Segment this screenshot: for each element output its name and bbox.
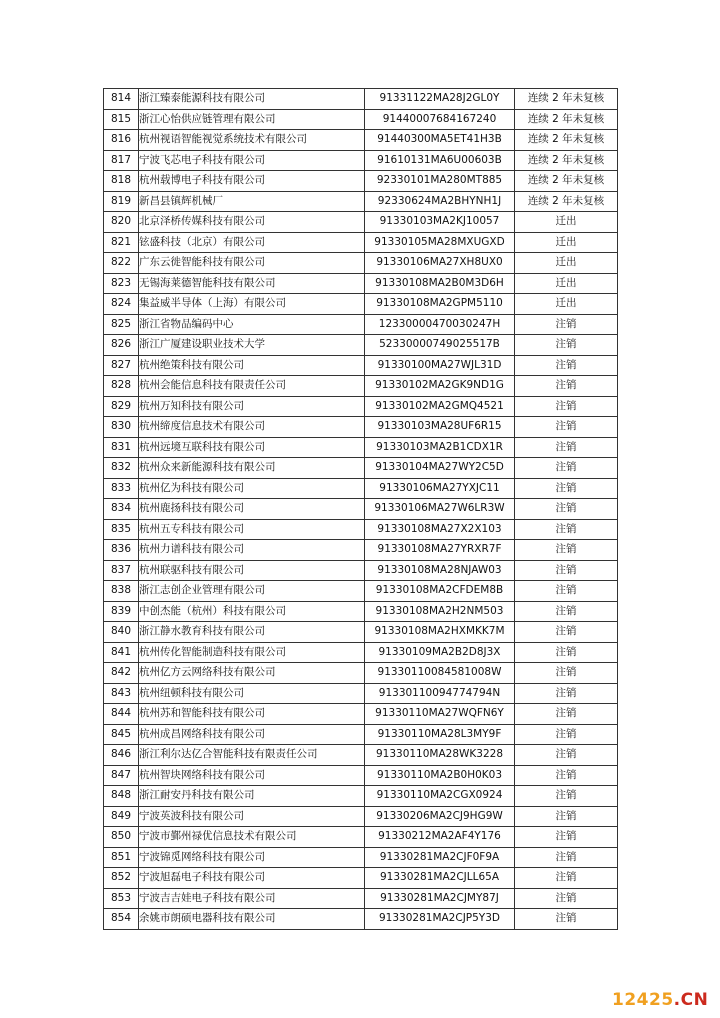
- credit-code: 91330110MA2B0H0K03: [365, 765, 515, 786]
- status-label: 注销: [515, 642, 618, 663]
- table-row: [104, 109, 618, 130]
- credit-code: 52330000749025517B: [365, 335, 515, 356]
- table-row: [104, 765, 618, 786]
- row-number: 818: [104, 171, 139, 192]
- row-number: 824: [104, 294, 139, 315]
- status-label: 迁出: [515, 212, 618, 233]
- row-number: 844: [104, 704, 139, 725]
- table-row: [104, 499, 618, 520]
- row-number: 814: [104, 89, 139, 110]
- credit-code: 91331122MA28J2GL0Y: [365, 89, 515, 110]
- table-row: [104, 745, 618, 766]
- status-label: 注销: [515, 355, 618, 376]
- credit-code: 91330281MA2CJLL65A: [365, 868, 515, 889]
- status-label: 注销: [515, 376, 618, 397]
- credit-code: 91330105MA28MXUGXD: [365, 232, 515, 253]
- status-label: 注销: [515, 601, 618, 622]
- company-name: 宁波吉吉娃电子科技有限公司: [139, 888, 365, 909]
- company-name: 杭州绝策科技有限公司: [139, 355, 365, 376]
- status-label: 注销: [515, 786, 618, 807]
- credit-code: 91330102MA2GK9ND1G: [365, 376, 515, 397]
- company-name: 浙江心怡供应链管理有限公司: [139, 109, 365, 130]
- credit-code: 91330100MA27WJL31D: [365, 355, 515, 376]
- company-name: 宁波英波科技有限公司: [139, 806, 365, 827]
- company-name: 浙江省物品编码中心: [139, 314, 365, 335]
- company-name: 无锡海莱德智能科技有限公司: [139, 273, 365, 294]
- status-label: 注销: [515, 437, 618, 458]
- watermark-suffix: CN: [680, 990, 709, 1010]
- row-number: 848: [104, 786, 139, 807]
- status-label: 注销: [515, 683, 618, 704]
- credit-code: 91330108MA27YRXR7F: [365, 540, 515, 561]
- company-name: 杭州联驱科技有限公司: [139, 560, 365, 581]
- status-label: 注销: [515, 765, 618, 786]
- company-name: 杭州亿为科技有限公司: [139, 478, 365, 499]
- row-number: 837: [104, 560, 139, 581]
- company-name: 杭州传化智能制造科技有限公司: [139, 642, 365, 663]
- status-label: 注销: [515, 827, 618, 848]
- status-label: 注销: [515, 478, 618, 499]
- credit-code: 91330102MA2GMQ4521: [365, 396, 515, 417]
- status-label: 注销: [515, 314, 618, 335]
- credit-code: 92330101MA280MT885: [365, 171, 515, 192]
- watermark-dot: .: [673, 990, 681, 1010]
- credit-code: 91610131MA6U00603B: [365, 150, 515, 171]
- row-number: 840: [104, 622, 139, 643]
- row-number: 834: [104, 499, 139, 520]
- row-number: 827: [104, 355, 139, 376]
- status-label: 注销: [515, 847, 618, 868]
- credit-code: 12330000470030247H: [365, 314, 515, 335]
- company-name: 广东云徙智能科技有限公司: [139, 253, 365, 274]
- company-name: 杭州力谱科技有限公司: [139, 540, 365, 561]
- status-label: 迁出: [515, 232, 618, 253]
- row-number: 825: [104, 314, 139, 335]
- row-number: 828: [104, 376, 139, 397]
- credit-code: 91330108MA2HXMKK7M: [365, 622, 515, 643]
- credit-code: 91330110MA2CGX0924: [365, 786, 515, 807]
- company-name: 集益威半导体（上海）有限公司: [139, 294, 365, 315]
- credit-code: 91330281MA2CJMY87J: [365, 888, 515, 909]
- company-name: 宁波旭磊电子科技有限公司: [139, 868, 365, 889]
- status-label: 注销: [515, 745, 618, 766]
- table-row: [104, 89, 618, 110]
- row-number: 820: [104, 212, 139, 233]
- status-label: 注销: [515, 806, 618, 827]
- table-row: [104, 786, 618, 807]
- company-name: 浙江静水教育科技有限公司: [139, 622, 365, 643]
- credit-code: 91440007684167240: [365, 109, 515, 130]
- row-number: 838: [104, 581, 139, 602]
- status-label: 注销: [515, 724, 618, 745]
- company-name: 杭州苏和智能科技有限公司: [139, 704, 365, 725]
- row-number: 819: [104, 191, 139, 212]
- row-number: 821: [104, 232, 139, 253]
- status-label: 注销: [515, 335, 618, 356]
- credit-code: 92330624MA2BHYNH1J: [365, 191, 515, 212]
- status-label: 注销: [515, 663, 618, 684]
- table-row: [104, 806, 618, 827]
- company-name: 杭州众来新能源科技有限公司: [139, 458, 365, 479]
- table-row: [104, 601, 618, 622]
- table-row: [104, 642, 618, 663]
- table-row: [104, 519, 618, 540]
- watermark-number: 12425: [612, 990, 674, 1010]
- row-number: 833: [104, 478, 139, 499]
- company-name: 杭州五专科技有限公司: [139, 519, 365, 540]
- table-body: [104, 89, 618, 930]
- credit-code: 91330281MA2CJF0F9A: [365, 847, 515, 868]
- table-row: [104, 253, 618, 274]
- status-label: 注销: [515, 396, 618, 417]
- row-number: 852: [104, 868, 139, 889]
- row-number: 845: [104, 724, 139, 745]
- company-name: 宁波市鄞州禄优信息技术有限公司: [139, 827, 365, 848]
- credit-code: 91330281MA2CJP5Y3D: [365, 909, 515, 930]
- company-name: 杭州纽顿科技有限公司: [139, 683, 365, 704]
- row-number: 835: [104, 519, 139, 540]
- company-name: 宁波飞芯电子科技有限公司: [139, 150, 365, 171]
- credit-code: 91330103MA28UF6R15: [365, 417, 515, 438]
- credit-code: 91330106MA27W6LR3W: [365, 499, 515, 520]
- table-row: [104, 335, 618, 356]
- table-row: [104, 396, 618, 417]
- table-row: [104, 724, 618, 745]
- status-label: 迁出: [515, 253, 618, 274]
- table-row: [104, 232, 618, 253]
- table-row: [104, 355, 618, 376]
- table-row: [104, 847, 618, 868]
- table-row: [104, 314, 618, 335]
- company-name: 浙江耐安丹科技有限公司: [139, 786, 365, 807]
- status-label: 注销: [515, 704, 618, 725]
- table-row: [104, 437, 618, 458]
- table-row: [104, 376, 618, 397]
- table-row: [104, 273, 618, 294]
- table-row: [104, 212, 618, 233]
- row-number: 815: [104, 109, 139, 130]
- credit-code: 91330108MA2GPM5110: [365, 294, 515, 315]
- row-number: 851: [104, 847, 139, 868]
- company-name: 浙江利尔达亿合智能科技有限责任公司: [139, 745, 365, 766]
- row-number: 836: [104, 540, 139, 561]
- row-number: 829: [104, 396, 139, 417]
- credit-code: 91330110084581008W: [365, 663, 515, 684]
- company-name: 杭州成昌网络科技有限公司: [139, 724, 365, 745]
- row-number: 823: [104, 273, 139, 294]
- row-number: 817: [104, 150, 139, 171]
- credit-code: 91330108MA2H2NM503: [365, 601, 515, 622]
- row-number: 826: [104, 335, 139, 356]
- credit-code: 91330104MA27WY2C5D: [365, 458, 515, 479]
- table-row: [104, 478, 618, 499]
- credit-code: 91330108MA2B0M3D6H: [365, 273, 515, 294]
- status-label: 迁出: [515, 294, 618, 315]
- company-name: 杭州智块网络科技有限公司: [139, 765, 365, 786]
- credit-code: 91330110MA28WK3228: [365, 745, 515, 766]
- credit-code: 91330103MA2KJ10057: [365, 212, 515, 233]
- table-row: [104, 704, 618, 725]
- status-label: 注销: [515, 560, 618, 581]
- row-number: 822: [104, 253, 139, 274]
- credit-code: 91330110MA27WQFN6Y: [365, 704, 515, 725]
- company-status-table: [103, 88, 618, 930]
- status-label: 注销: [515, 622, 618, 643]
- table-row: [104, 150, 618, 171]
- status-label: 连续 2 年未复核: [515, 150, 618, 171]
- company-name: 铉盛科技（北京）有限公司: [139, 232, 365, 253]
- table-row: [104, 294, 618, 315]
- table-row: [104, 909, 618, 930]
- status-label: 连续 2 年未复核: [515, 171, 618, 192]
- table-row: [104, 663, 618, 684]
- company-name: 杭州远境互联科技有限公司: [139, 437, 365, 458]
- row-number: 847: [104, 765, 139, 786]
- status-label: 连续 2 年未复核: [515, 191, 618, 212]
- company-name: 杭州载博电子科技有限公司: [139, 171, 365, 192]
- credit-code: 91330106MA27XH8UX0: [365, 253, 515, 274]
- credit-code: 91330212MA2AF4Y176: [365, 827, 515, 848]
- table-row: [104, 622, 618, 643]
- table-row: [104, 888, 618, 909]
- status-label: 注销: [515, 581, 618, 602]
- company-name: 新昌县镇辉机械厂: [139, 191, 365, 212]
- table-row: [104, 458, 618, 479]
- company-name: 杭州亿方云网络科技有限公司: [139, 663, 365, 684]
- credit-code: 91330103MA2B1CDX1R: [365, 437, 515, 458]
- status-label: 注销: [515, 868, 618, 889]
- company-name: 杭州鹿扬科技有限公司: [139, 499, 365, 520]
- company-name: 浙江志创企业管理有限公司: [139, 581, 365, 602]
- table-row: [104, 130, 618, 151]
- credit-code: 91330108MA27X2X103: [365, 519, 515, 540]
- status-label: 注销: [515, 888, 618, 909]
- table-row: [104, 560, 618, 581]
- row-number: 816: [104, 130, 139, 151]
- table-row: [104, 540, 618, 561]
- company-name: 中创杰能（杭州）科技有限公司: [139, 601, 365, 622]
- credit-code: 91330110MA28L3MY9F: [365, 724, 515, 745]
- table-row: [104, 171, 618, 192]
- credit-code: 91330206MA2CJ9HG9W: [365, 806, 515, 827]
- table-row: [104, 868, 618, 889]
- status-label: 连续 2 年未复核: [515, 89, 618, 110]
- company-name: 北京泽桥传媒科技有限公司: [139, 212, 365, 233]
- row-number: 843: [104, 683, 139, 704]
- company-name: 余姚市朗硕电器科技有限公司: [139, 909, 365, 930]
- row-number: 850: [104, 827, 139, 848]
- row-number: 842: [104, 663, 139, 684]
- company-name: 杭州缔度信息技术有限公司: [139, 417, 365, 438]
- company-name: 浙江广厦建设职业技术大学: [139, 335, 365, 356]
- company-name: 浙江臻泰能源科技有限公司: [139, 89, 365, 110]
- status-label: 注销: [515, 519, 618, 540]
- table-row: [104, 683, 618, 704]
- status-label: 连续 2 年未复核: [515, 130, 618, 151]
- company-name: 宁波锦觅网络科技有限公司: [139, 847, 365, 868]
- row-number: 830: [104, 417, 139, 438]
- status-label: 连续 2 年未复核: [515, 109, 618, 130]
- row-number: 846: [104, 745, 139, 766]
- status-label: 注销: [515, 417, 618, 438]
- row-number: 849: [104, 806, 139, 827]
- status-label: 注销: [515, 499, 618, 520]
- table-row: [104, 417, 618, 438]
- row-number: 853: [104, 888, 139, 909]
- table-row: [104, 827, 618, 848]
- table-row: [104, 191, 618, 212]
- credit-code: 91330108MA28NJAW03: [365, 560, 515, 581]
- status-label: 迁出: [515, 273, 618, 294]
- company-name: 杭州会能信息科技有限责任公司: [139, 376, 365, 397]
- credit-code: 91330110094774794N: [365, 683, 515, 704]
- row-number: 832: [104, 458, 139, 479]
- site-watermark: [612, 990, 708, 1010]
- company-name: 杭州万知科技有限公司: [139, 396, 365, 417]
- status-label: 注销: [515, 909, 618, 930]
- status-label: 注销: [515, 458, 618, 479]
- credit-code: 91330109MA2B2D8J3X: [365, 642, 515, 663]
- row-number: 839: [104, 601, 139, 622]
- row-number: 854: [104, 909, 139, 930]
- row-number: 841: [104, 642, 139, 663]
- credit-code: 91440300MA5ET41H3B: [365, 130, 515, 151]
- credit-code: 91330108MA2CFDEM8B: [365, 581, 515, 602]
- credit-code: 91330106MA27YXJC11: [365, 478, 515, 499]
- status-label: 注销: [515, 540, 618, 561]
- company-name: 杭州视语智能视觉系统技术有限公司: [139, 130, 365, 151]
- table-row: [104, 581, 618, 602]
- row-number: 831: [104, 437, 139, 458]
